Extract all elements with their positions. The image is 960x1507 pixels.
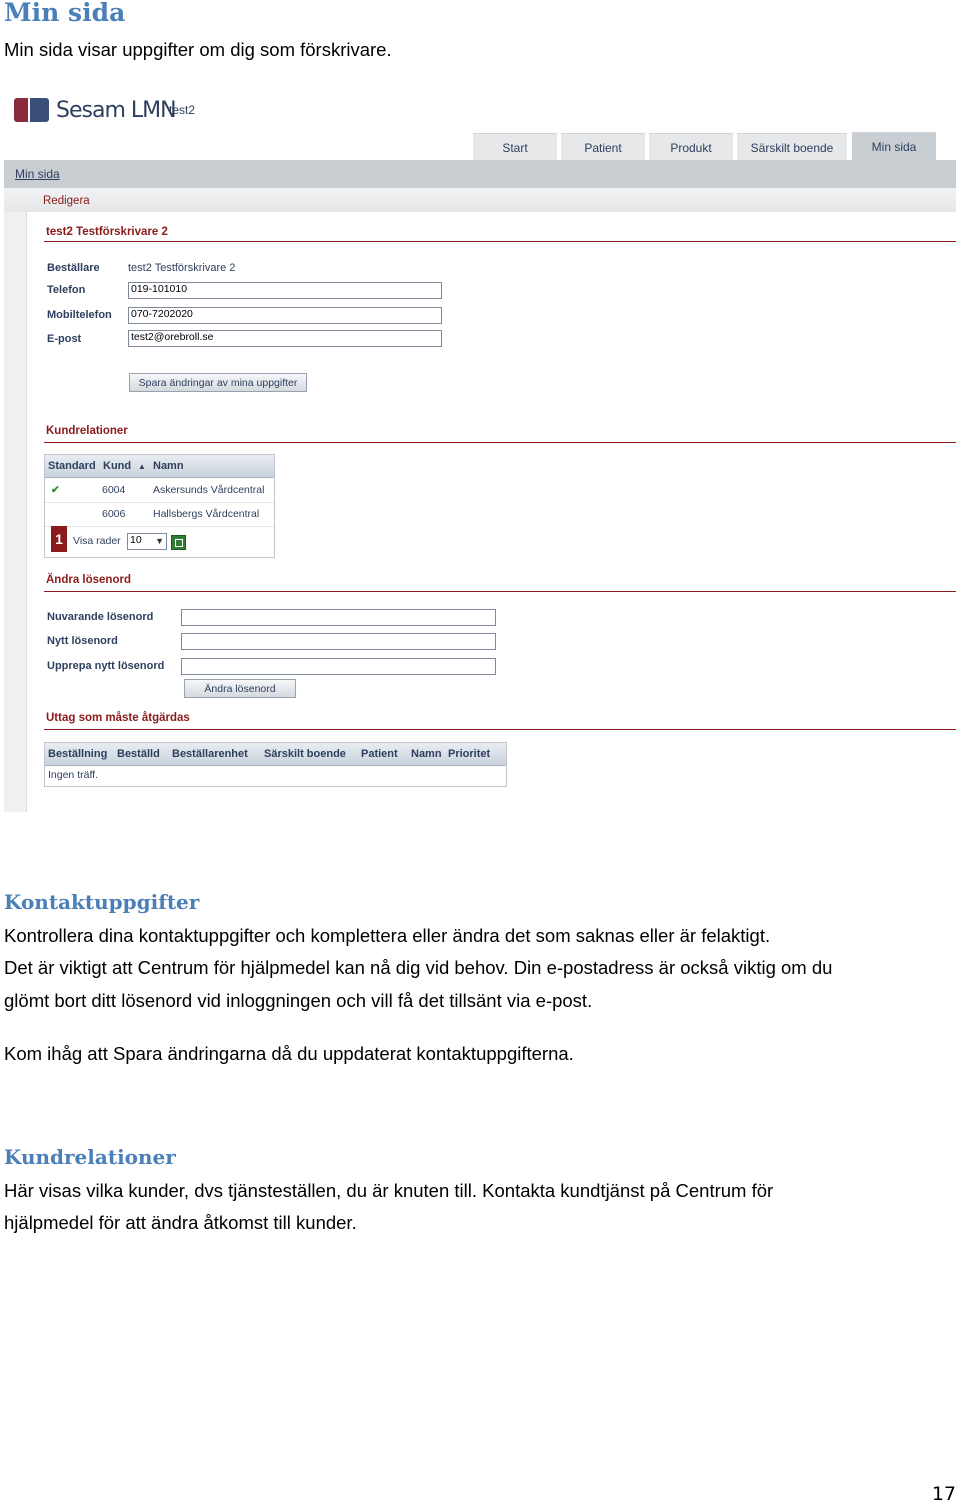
- section-heading-kundrelationer: Kundrelationer: [4, 1145, 176, 1169]
- col-patient[interactable]: Patient: [361, 748, 398, 760]
- col-namn[interactable]: Namn: [411, 748, 442, 760]
- rows-per-page-label: Visa rader: [73, 535, 121, 547]
- section-heading-kontaktuppgifter: Kontaktuppgifter: [4, 890, 200, 914]
- col-kund[interactable]: Kund: [103, 460, 132, 472]
- tab-min-sida[interactable]: Min sida: [852, 132, 936, 161]
- tab-start[interactable]: Start: [473, 133, 557, 161]
- body-text: Kontrollera dina kontaktuppgifter och komplettera eller ändra det som saknas eller är felaktigt.: [4, 925, 771, 946]
- subnav-min-sida-link[interactable]: Min sida: [15, 167, 60, 181]
- save-profile-button[interactable]: Spara ändringar av mina uppgifter: [129, 373, 307, 392]
- customer-id: 6006: [102, 508, 126, 520]
- col-prioritet[interactable]: Prioritet: [448, 748, 491, 760]
- customers-heading: Kundrelationer: [46, 425, 128, 437]
- edit-link[interactable]: Redigera: [43, 195, 90, 207]
- app-screenshot: [4, 88, 956, 812]
- intro-text: Min sida visar uppgifter om dig som förskrivare.: [4, 39, 392, 60]
- repeat-password-label: Upprepa nytt lösenord: [47, 660, 165, 672]
- withdrawals-heading: Uttag som måste åtgärdas: [46, 712, 190, 724]
- customer-name: Hallsbergs Vårdcentral: [153, 508, 260, 520]
- left-margin-bar: [4, 212, 27, 812]
- repeat-password-field[interactable]: [181, 658, 496, 675]
- sort-ascending-icon: ▲: [138, 462, 146, 471]
- tab-produkt[interactable]: Produkt: [649, 133, 733, 161]
- body-text: Kom ihåg att Spara ändringarna då du uppdaterat kontaktuppgifterna.: [4, 1043, 574, 1064]
- chevron-down-icon: ▼: [155, 536, 164, 546]
- rows-per-page-value: 10: [130, 534, 142, 546]
- email-label: E-post: [47, 333, 82, 345]
- body-text: Här visas vilka kunder, dvs tjänsteställen, du är knuten till. Kontakta kundtjänst på Centrum för: [4, 1180, 774, 1201]
- tab-patient[interactable]: Patient: [561, 133, 645, 161]
- page-title: Min sida: [4, 0, 126, 27]
- page-number-button[interactable]: 1: [51, 526, 67, 552]
- orderer-label: Beställare: [47, 262, 100, 274]
- divider: [44, 591, 956, 592]
- logo-mark-icon: [14, 98, 50, 122]
- current-password-label: Nuvarande lösenord: [47, 611, 154, 623]
- col-namn[interactable]: Namn: [153, 460, 184, 472]
- mobile-field[interactable]: 070-7202020: [128, 307, 442, 324]
- tab-sarskilt-boende[interactable]: Särskilt boende: [737, 133, 847, 161]
- phone-field[interactable]: 019-101010: [128, 282, 442, 299]
- col-sarskilt-boende[interactable]: Särskilt boende: [264, 748, 346, 760]
- divider: [44, 442, 956, 443]
- email-field[interactable]: test2@orebroll.se: [128, 330, 442, 347]
- body-text: Det är viktigt att Centrum för hjälpmedel kan nå dig vid behov. Din e-postadress är också viktig om du: [4, 957, 833, 978]
- change-password-button[interactable]: Ändra lösenord: [184, 679, 296, 698]
- sub-navigation: [4, 160, 956, 188]
- customers-table-header: [45, 455, 274, 478]
- checkmark-icon: ✔: [51, 484, 60, 496]
- customer-name: Askersunds Vårdcentral: [153, 484, 265, 496]
- excel-export-icon[interactable]: [171, 535, 186, 550]
- table-row[interactable]: [45, 502, 274, 527]
- body-text: glömt bort ditt lösenord vid inloggningen och vill få det tillsänt via e-post.: [4, 990, 593, 1011]
- mobile-label: Mobiltelefon: [47, 309, 112, 321]
- phone-label: Telefon: [47, 284, 86, 296]
- page-number: 17: [931, 1483, 956, 1505]
- password-heading: Ändra lösenord: [46, 574, 131, 586]
- orderer-value: test2 Testförskrivare 2: [128, 262, 236, 274]
- customers-table: [44, 454, 275, 558]
- header-stripe: [4, 188, 956, 212]
- empty-result-text: Ingen träff.: [48, 769, 99, 781]
- current-password-field[interactable]: [181, 609, 496, 626]
- body-text: hjälpmedel för att ändra åtkomst till kunder.: [4, 1212, 357, 1233]
- logo-text: Sesam LMN: [56, 98, 176, 123]
- profile-heading: test2 Testförskrivare 2: [46, 226, 168, 238]
- col-bestallarenhet[interactable]: Beställarenhet: [172, 748, 248, 760]
- new-password-field[interactable]: [181, 633, 496, 650]
- rows-per-page-select[interactable]: [127, 533, 167, 550]
- col-standard[interactable]: Standard: [48, 460, 96, 472]
- logged-in-user: test2: [169, 103, 196, 117]
- divider: [44, 241, 956, 242]
- withdrawals-table: [44, 742, 507, 787]
- withdrawals-table-header: [45, 743, 506, 766]
- table-row[interactable]: [45, 478, 274, 503]
- col-bestalld[interactable]: Beställd: [117, 748, 160, 760]
- new-password-label: Nytt lösenord: [47, 635, 118, 647]
- divider: [44, 729, 956, 730]
- customer-id: 6004: [102, 484, 126, 496]
- col-bestallning[interactable]: Beställning: [48, 748, 108, 760]
